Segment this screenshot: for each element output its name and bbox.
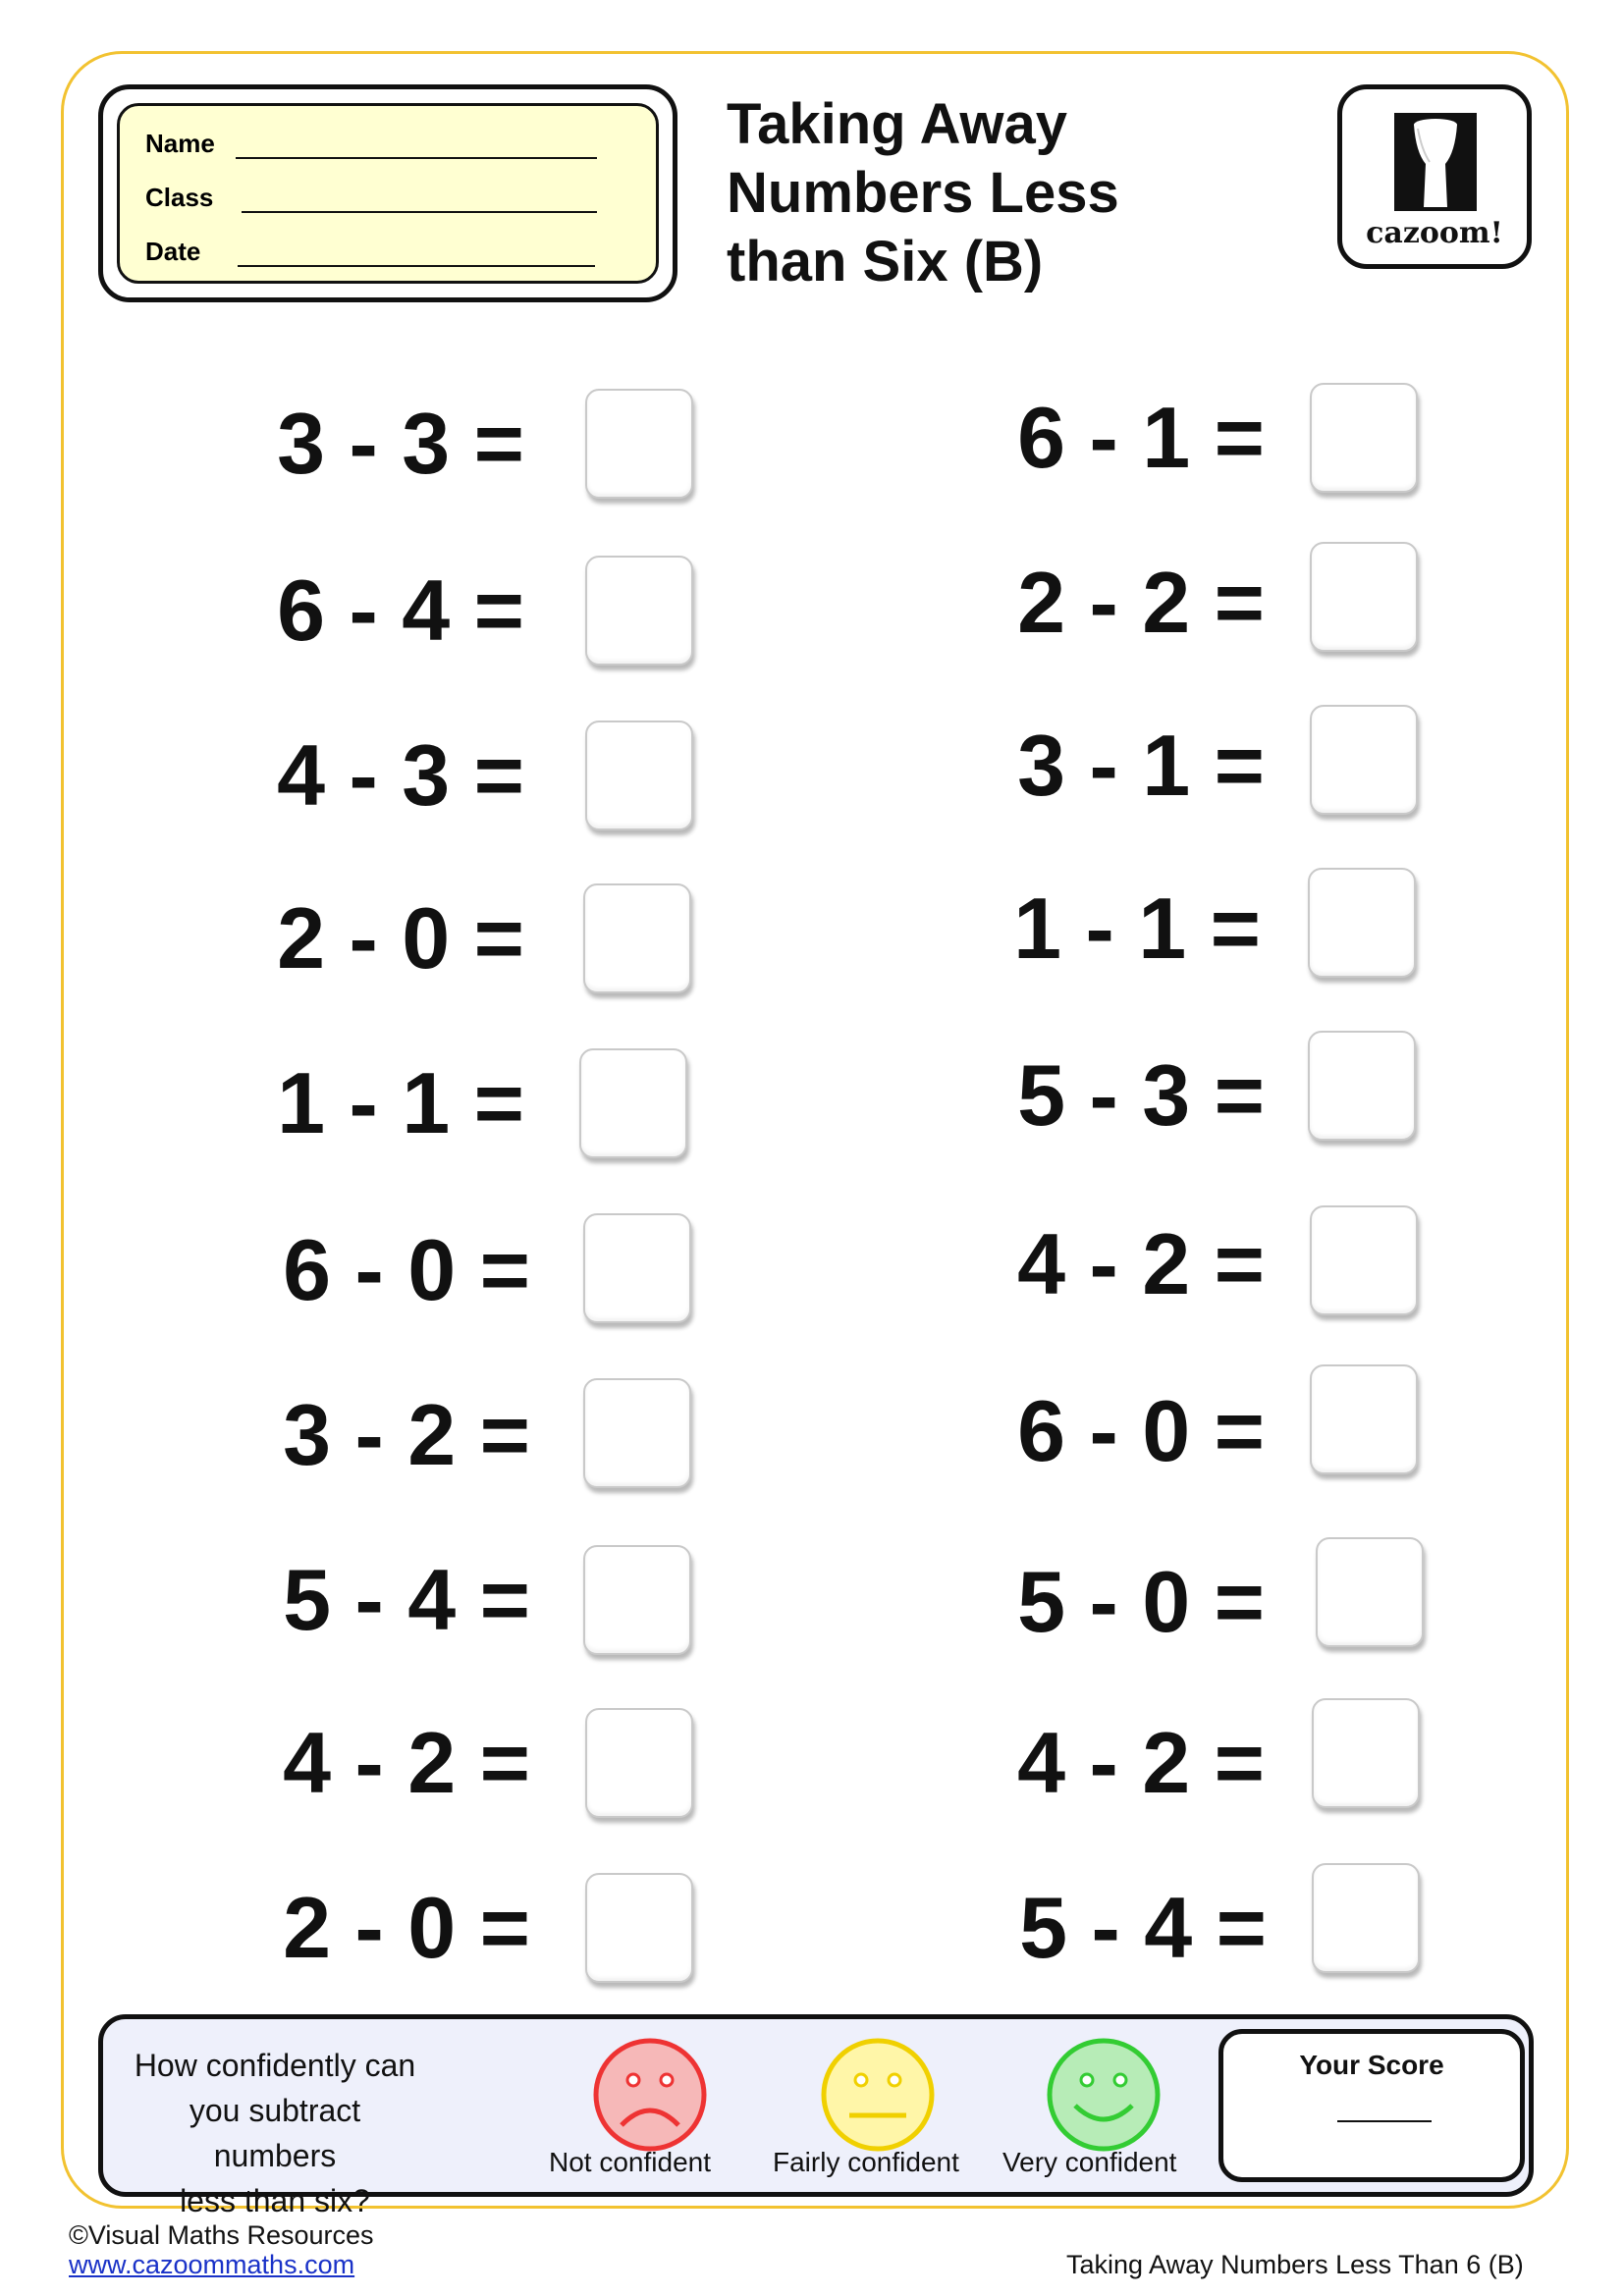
answer-box-right-5[interactable] (1308, 1031, 1416, 1141)
student-info-box (98, 84, 677, 302)
date-label: Date (145, 237, 201, 266)
problem-right-5: 5 - 3 = (1017, 1046, 1265, 1144)
problem-right-2: 2 - 2 = (1017, 554, 1265, 651)
footer-website-link[interactable]: www.cazoommaths.com (69, 2250, 355, 2279)
answer-box-right-10[interactable] (1312, 1863, 1420, 1973)
problem-right-10: 5 - 4 = (1019, 1879, 1267, 1976)
answer-box-right-8[interactable] (1316, 1537, 1424, 1647)
answer-box-left-4[interactable] (583, 883, 691, 993)
question-line-1: How confidently can (134, 2048, 416, 2083)
problem-left-5: 1 - 1 = (277, 1054, 524, 1151)
problem-left-8: 5 - 4 = (283, 1551, 530, 1648)
question-line-2: you subtract numbers (189, 2093, 361, 2173)
problem-left-3: 4 - 3 = (277, 726, 524, 824)
date-line[interactable] (238, 265, 595, 267)
answer-box-right-4[interactable] (1308, 868, 1416, 978)
not-confident-label: Not confident (549, 2147, 711, 2177)
student-info-panel (117, 103, 659, 284)
answer-box-left-5[interactable] (579, 1048, 687, 1158)
answer-box-left-3[interactable] (585, 721, 693, 830)
problem-right-4: 1 - 1 = (1013, 880, 1261, 977)
title-line-2: Numbers Less (727, 161, 1119, 225)
title-line-1: Taking Away (727, 92, 1068, 156)
problem-left-10: 2 - 0 = (283, 1879, 530, 1976)
confidence-question (133, 2043, 417, 2223)
answer-box-right-6[interactable] (1310, 1205, 1418, 1315)
score-line[interactable] (1337, 2120, 1432, 2122)
problem-right-3: 3 - 1 = (1017, 717, 1265, 814)
name-label: Name (145, 129, 215, 158)
logo-text: cazoom! (1366, 216, 1503, 250)
answer-box-right-7[interactable] (1310, 1364, 1418, 1474)
cazoom-logo (1337, 84, 1532, 269)
problem-right-9: 4 - 2 = (1017, 1714, 1265, 1811)
worksheet-title (727, 90, 1237, 296)
problem-left-7: 3 - 2 = (283, 1386, 530, 1483)
class-field[interactable] (145, 178, 607, 217)
score-box (1218, 2029, 1525, 2182)
footer-copyright: ©Visual Maths Resources (69, 2220, 374, 2250)
problem-right-8: 5 - 0 = (1017, 1553, 1265, 1650)
very-confident-label: Very confident (1002, 2147, 1177, 2177)
answer-box-left-2[interactable] (585, 556, 693, 666)
class-label: Class (145, 183, 214, 212)
answer-box-left-9[interactable] (585, 1708, 693, 1818)
confidence-panel (98, 2014, 1534, 2218)
name-line[interactable] (236, 157, 597, 159)
problem-left-4: 2 - 0 = (277, 889, 524, 987)
title-line-3: than Six (B) (727, 230, 1044, 294)
score-label: Your Score (1299, 2050, 1444, 2080)
sad-face-icon[interactable] (592, 2037, 708, 2153)
date-field[interactable] (145, 232, 607, 271)
class-line[interactable] (242, 211, 597, 213)
fairly-confident-label: Fairly confident (773, 2147, 959, 2177)
answer-box-right-3[interactable] (1310, 705, 1418, 815)
problem-left-1: 3 - 3 = (277, 395, 524, 492)
answer-box-right-1[interactable] (1310, 383, 1418, 493)
problem-left-6: 6 - 0 = (283, 1221, 530, 1318)
answer-box-left-8[interactable] (583, 1545, 691, 1655)
problem-right-7: 6 - 0 = (1017, 1382, 1265, 1479)
name-field[interactable] (145, 124, 607, 163)
answer-box-left-7[interactable] (583, 1378, 691, 1488)
answer-box-left-1[interactable] (585, 389, 693, 499)
problem-left-2: 6 - 4 = (277, 561, 524, 659)
answer-box-right-9[interactable] (1312, 1698, 1420, 1808)
answer-box-left-6[interactable] (583, 1213, 691, 1323)
drum-icon (1394, 113, 1477, 211)
question-line-3: less than six? (180, 2183, 370, 2218)
problem-right-6: 4 - 2 = (1017, 1215, 1265, 1312)
problem-left-9: 4 - 2 = (283, 1714, 530, 1811)
footer-title: Taking Away Numbers Less Than 6 (B) (1066, 2250, 1524, 2279)
problem-right-1: 6 - 1 = (1017, 389, 1265, 486)
happy-face-icon[interactable] (1046, 2037, 1162, 2153)
answer-box-right-2[interactable] (1310, 542, 1418, 652)
answer-box-left-10[interactable] (585, 1873, 693, 1983)
neutral-face-icon[interactable] (820, 2037, 936, 2153)
